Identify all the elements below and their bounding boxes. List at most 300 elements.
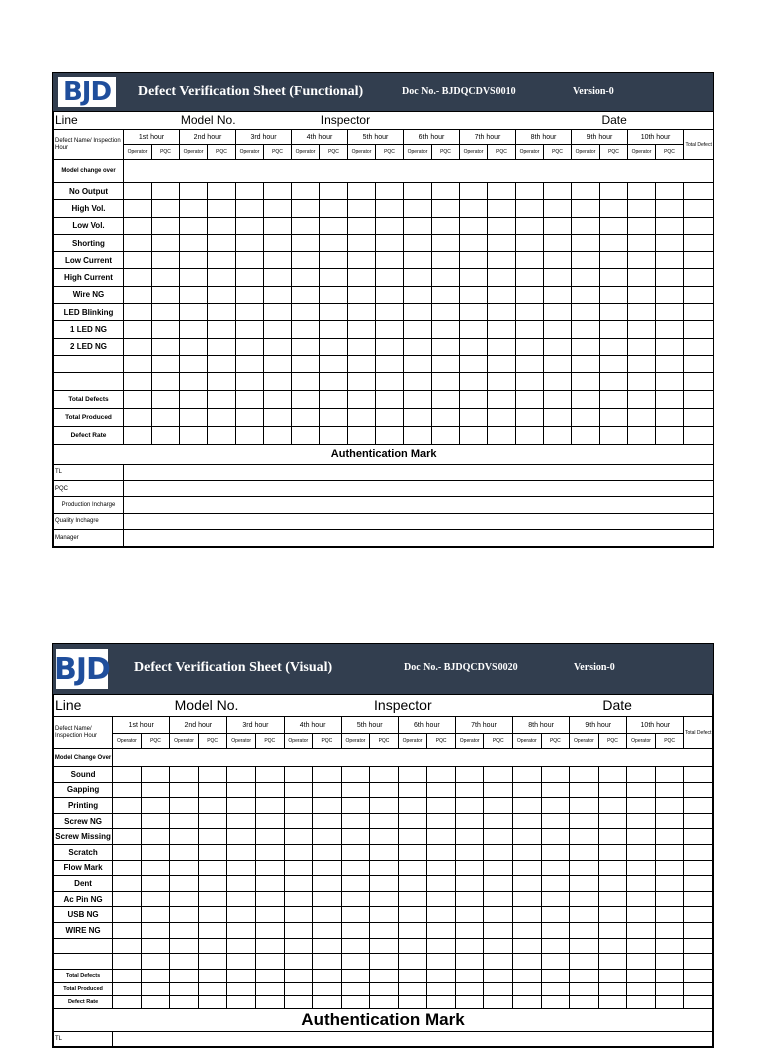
entry-cell[interactable]: [264, 321, 292, 338]
entry-cell[interactable]: [684, 217, 714, 234]
entry-cell[interactable]: [432, 304, 460, 321]
entry-cell[interactable]: [460, 373, 488, 390]
entry-cell[interactable]: [541, 891, 570, 907]
entry-cell[interactable]: [284, 782, 313, 798]
entry-cell[interactable]: [236, 338, 264, 355]
entry-cell[interactable]: [180, 408, 208, 426]
entry-cell[interactable]: [684, 982, 713, 995]
info-inspector[interactable]: Inspector: [374, 697, 432, 713]
entry-cell[interactable]: [170, 996, 199, 1009]
entry-cell[interactable]: [284, 876, 313, 892]
entry-cell[interactable]: [598, 829, 627, 845]
entry-cell[interactable]: [113, 767, 142, 783]
entry-cell[interactable]: [570, 782, 599, 798]
entry-cell[interactable]: [627, 891, 656, 907]
entry-cell[interactable]: [348, 355, 376, 372]
entry-cell[interactable]: [180, 321, 208, 338]
entry-cell[interactable]: [544, 321, 572, 338]
entry-cell[interactable]: [460, 304, 488, 321]
entry-cell[interactable]: [341, 876, 370, 892]
entry-cell[interactable]: [255, 798, 284, 814]
entry-cell[interactable]: [432, 408, 460, 426]
entry-cell[interactable]: [170, 767, 199, 783]
entry-cell[interactable]: [684, 922, 713, 938]
entry-cell[interactable]: [124, 390, 152, 408]
entry-cell[interactable]: [180, 234, 208, 251]
entry-cell[interactable]: [320, 252, 348, 269]
entry-cell[interactable]: [455, 860, 484, 876]
model-change-cell[interactable]: [113, 749, 713, 767]
entry-cell[interactable]: [208, 200, 236, 217]
info-date[interactable]: Date: [601, 113, 627, 127]
entry-cell[interactable]: [600, 234, 628, 251]
entry-cell[interactable]: [516, 355, 544, 372]
entry-cell[interactable]: [488, 304, 516, 321]
entry-cell[interactable]: [320, 217, 348, 234]
entry-cell[interactable]: [513, 891, 542, 907]
entry-cell[interactable]: [598, 813, 627, 829]
entry-cell[interactable]: [627, 938, 656, 954]
entry-cell[interactable]: [292, 390, 320, 408]
entry-cell[interactable]: [655, 922, 684, 938]
entry-cell[interactable]: [572, 338, 600, 355]
info-line[interactable]: Line: [55, 113, 78, 127]
entry-cell[interactable]: [227, 782, 256, 798]
entry-cell[interactable]: [292, 200, 320, 217]
entry-cell[interactable]: [208, 234, 236, 251]
entry-cell[interactable]: [152, 355, 180, 372]
entry-cell[interactable]: [236, 183, 264, 200]
entry-cell[interactable]: [427, 829, 456, 845]
entry-cell[interactable]: [341, 938, 370, 954]
entry-cell[interactable]: [684, 252, 714, 269]
entry-cell[interactable]: [627, 969, 656, 982]
entry-cell[interactable]: [313, 860, 342, 876]
entry-cell[interactable]: [684, 798, 713, 814]
entry-cell[interactable]: [208, 426, 236, 444]
entry-cell[interactable]: [684, 426, 714, 444]
entry-cell[interactable]: [398, 954, 427, 970]
entry-cell[interactable]: [398, 907, 427, 923]
entry-cell[interactable]: [656, 426, 684, 444]
entry-cell[interactable]: [398, 996, 427, 1009]
entry-cell[interactable]: [544, 426, 572, 444]
entry-cell[interactable]: [124, 408, 152, 426]
entry-cell[interactable]: [460, 252, 488, 269]
entry-cell[interactable]: [180, 390, 208, 408]
signature-cell[interactable]: [124, 497, 714, 513]
entry-cell[interactable]: [341, 813, 370, 829]
entry-cell[interactable]: [484, 782, 513, 798]
signature-cell[interactable]: [113, 1032, 713, 1047]
entry-cell[interactable]: [427, 798, 456, 814]
entry-cell[interactable]: [320, 355, 348, 372]
entry-cell[interactable]: [341, 829, 370, 845]
entry-cell[interactable]: [484, 860, 513, 876]
entry-cell[interactable]: [313, 798, 342, 814]
entry-cell[interactable]: [320, 321, 348, 338]
entry-cell[interactable]: [460, 355, 488, 372]
entry-cell[interactable]: [404, 304, 432, 321]
entry-cell[interactable]: [655, 954, 684, 970]
entry-cell[interactable]: [227, 907, 256, 923]
entry-cell[interactable]: [124, 355, 152, 372]
entry-cell[interactable]: [488, 338, 516, 355]
entry-cell[interactable]: [572, 252, 600, 269]
entry-cell[interactable]: [292, 373, 320, 390]
entry-cell[interactable]: [598, 982, 627, 995]
entry-cell[interactable]: [404, 234, 432, 251]
entry-cell[interactable]: [180, 286, 208, 303]
entry-cell[interactable]: [655, 782, 684, 798]
entry-cell[interactable]: [255, 844, 284, 860]
entry-cell[interactable]: [141, 782, 170, 798]
entry-cell[interactable]: [292, 321, 320, 338]
entry-cell[interactable]: [313, 876, 342, 892]
entry-cell[interactable]: [292, 217, 320, 234]
entry-cell[interactable]: [113, 813, 142, 829]
entry-cell[interactable]: [513, 954, 542, 970]
info-line[interactable]: Line: [55, 697, 82, 713]
entry-cell[interactable]: [544, 252, 572, 269]
entry-cell[interactable]: [113, 829, 142, 845]
entry-cell[interactable]: [198, 938, 227, 954]
entry-cell[interactable]: [684, 390, 714, 408]
entry-cell[interactable]: [236, 408, 264, 426]
entry-cell[interactable]: [404, 390, 432, 408]
entry-cell[interactable]: [170, 907, 199, 923]
entry-cell[interactable]: [398, 829, 427, 845]
entry-cell[interactable]: [455, 813, 484, 829]
entry-cell[interactable]: [513, 938, 542, 954]
entry-cell[interactable]: [544, 217, 572, 234]
info-date[interactable]: Date: [602, 697, 632, 713]
entry-cell[interactable]: [370, 782, 399, 798]
entry-cell[interactable]: [320, 408, 348, 426]
entry-cell[interactable]: [455, 782, 484, 798]
entry-cell[interactable]: [570, 891, 599, 907]
entry-cell[interactable]: [488, 200, 516, 217]
entry-cell[interactable]: [432, 426, 460, 444]
entry-cell[interactable]: [170, 938, 199, 954]
entry-cell[interactable]: [432, 338, 460, 355]
entry-cell[interactable]: [460, 183, 488, 200]
entry-cell[interactable]: [227, 938, 256, 954]
entry-cell[interactable]: [398, 767, 427, 783]
entry-cell[interactable]: [656, 408, 684, 426]
entry-cell[interactable]: [684, 891, 713, 907]
entry-cell[interactable]: [264, 408, 292, 426]
entry-cell[interactable]: [376, 321, 404, 338]
entry-cell[interactable]: [544, 338, 572, 355]
entry-cell[interactable]: [236, 286, 264, 303]
entry-cell[interactable]: [544, 408, 572, 426]
entry-cell[interactable]: [124, 286, 152, 303]
entry-cell[interactable]: [656, 183, 684, 200]
entry-cell[interactable]: [627, 860, 656, 876]
entry-cell[interactable]: [484, 798, 513, 814]
entry-cell[interactable]: [255, 969, 284, 982]
entry-cell[interactable]: [427, 767, 456, 783]
entry-cell[interactable]: [655, 876, 684, 892]
entry-cell[interactable]: [227, 969, 256, 982]
entry-cell[interactable]: [655, 969, 684, 982]
entry-cell[interactable]: [180, 183, 208, 200]
entry-cell[interactable]: [455, 891, 484, 907]
entry-cell[interactable]: [208, 217, 236, 234]
entry-cell[interactable]: [484, 954, 513, 970]
entry-cell[interactable]: [348, 269, 376, 286]
entry-cell[interactable]: [572, 183, 600, 200]
entry-cell[interactable]: [427, 876, 456, 892]
entry-cell[interactable]: [284, 922, 313, 938]
entry-cell[interactable]: [455, 829, 484, 845]
entry-cell[interactable]: [370, 938, 399, 954]
entry-cell[interactable]: [292, 183, 320, 200]
entry-cell[interactable]: [544, 304, 572, 321]
entry-cell[interactable]: [432, 355, 460, 372]
entry-cell[interactable]: [341, 982, 370, 995]
entry-cell[interactable]: [570, 798, 599, 814]
entry-cell[interactable]: [376, 426, 404, 444]
entry-cell[interactable]: [541, 876, 570, 892]
entry-cell[interactable]: [236, 234, 264, 251]
entry-cell[interactable]: [627, 954, 656, 970]
entry-cell[interactable]: [427, 922, 456, 938]
entry-cell[interactable]: [113, 954, 142, 970]
entry-cell[interactable]: [398, 860, 427, 876]
entry-cell[interactable]: [124, 234, 152, 251]
entry-cell[interactable]: [460, 408, 488, 426]
entry-cell[interactable]: [570, 829, 599, 845]
entry-cell[interactable]: [341, 969, 370, 982]
entry-cell[interactable]: [264, 269, 292, 286]
entry-cell[interactable]: [488, 183, 516, 200]
entry-cell[interactable]: [432, 390, 460, 408]
entry-cell[interactable]: [455, 996, 484, 1009]
entry-cell[interactable]: [370, 860, 399, 876]
entry-cell[interactable]: [208, 390, 236, 408]
entry-cell[interactable]: [656, 234, 684, 251]
entry-cell[interactable]: [208, 373, 236, 390]
entry-cell[interactable]: [600, 338, 628, 355]
entry-cell[interactable]: [572, 234, 600, 251]
entry-cell[interactable]: [264, 183, 292, 200]
entry-cell[interactable]: [484, 907, 513, 923]
entry-cell[interactable]: [264, 304, 292, 321]
entry-cell[interactable]: [284, 813, 313, 829]
entry-cell[interactable]: [284, 969, 313, 982]
entry-cell[interactable]: [455, 767, 484, 783]
entry-cell[interactable]: [684, 969, 713, 982]
entry-cell[interactable]: [513, 829, 542, 845]
entry-cell[interactable]: [684, 860, 713, 876]
entry-cell[interactable]: [541, 813, 570, 829]
entry-cell[interactable]: [570, 876, 599, 892]
entry-cell[interactable]: [255, 860, 284, 876]
entry-cell[interactable]: [627, 907, 656, 923]
entry-cell[interactable]: [488, 373, 516, 390]
entry-cell[interactable]: [628, 338, 656, 355]
entry-cell[interactable]: [284, 767, 313, 783]
entry-cell[interactable]: [376, 217, 404, 234]
entry-cell[interactable]: [572, 373, 600, 390]
entry-cell[interactable]: [198, 860, 227, 876]
entry-cell[interactable]: [684, 321, 714, 338]
entry-cell[interactable]: [341, 996, 370, 1009]
entry-cell[interactable]: [113, 982, 142, 995]
entry-cell[interactable]: [628, 426, 656, 444]
entry-cell[interactable]: [544, 269, 572, 286]
entry-cell[interactable]: [376, 234, 404, 251]
entry-cell[interactable]: [460, 269, 488, 286]
entry-cell[interactable]: [656, 373, 684, 390]
entry-cell[interactable]: [684, 373, 714, 390]
entry-cell[interactable]: [432, 234, 460, 251]
entry-cell[interactable]: [313, 982, 342, 995]
entry-cell[interactable]: [141, 876, 170, 892]
entry-cell[interactable]: [208, 269, 236, 286]
entry-cell[interactable]: [141, 767, 170, 783]
entry-cell[interactable]: [404, 426, 432, 444]
entry-cell[interactable]: [684, 304, 714, 321]
entry-cell[interactable]: [684, 355, 714, 372]
entry-cell[interactable]: [656, 304, 684, 321]
entry-cell[interactable]: [628, 183, 656, 200]
entry-cell[interactable]: [516, 321, 544, 338]
entry-cell[interactable]: [427, 969, 456, 982]
entry-cell[interactable]: [544, 200, 572, 217]
entry-cell[interactable]: [398, 813, 427, 829]
entry-cell[interactable]: [284, 798, 313, 814]
entry-cell[interactable]: [398, 798, 427, 814]
entry-cell[interactable]: [598, 954, 627, 970]
entry-cell[interactable]: [488, 286, 516, 303]
entry-cell[interactable]: [656, 286, 684, 303]
entry-cell[interactable]: [236, 252, 264, 269]
entry-cell[interactable]: [516, 426, 544, 444]
entry-cell[interactable]: [572, 426, 600, 444]
entry-cell[interactable]: [404, 338, 432, 355]
entry-cell[interactable]: [255, 767, 284, 783]
entry-cell[interactable]: [600, 286, 628, 303]
entry-cell[interactable]: [348, 426, 376, 444]
entry-cell[interactable]: [488, 390, 516, 408]
entry-cell[interactable]: [628, 286, 656, 303]
entry-cell[interactable]: [255, 829, 284, 845]
entry-cell[interactable]: [227, 996, 256, 1009]
entry-cell[interactable]: [341, 954, 370, 970]
entry-cell[interactable]: [152, 217, 180, 234]
entry-cell[interactable]: [684, 767, 713, 783]
entry-cell[interactable]: [656, 269, 684, 286]
entry-cell[interactable]: [152, 321, 180, 338]
entry-cell[interactable]: [484, 813, 513, 829]
entry-cell[interactable]: [141, 996, 170, 1009]
entry-cell[interactable]: [313, 996, 342, 1009]
entry-cell[interactable]: [170, 782, 199, 798]
entry-cell[interactable]: [455, 907, 484, 923]
entry-cell[interactable]: [598, 969, 627, 982]
entry-cell[interactable]: [320, 269, 348, 286]
entry-cell[interactable]: [628, 269, 656, 286]
entry-cell[interactable]: [370, 876, 399, 892]
entry-cell[interactable]: [348, 338, 376, 355]
entry-cell[interactable]: [348, 217, 376, 234]
entry-cell[interactable]: [170, 891, 199, 907]
entry-cell[interactable]: [600, 252, 628, 269]
entry-cell[interactable]: [516, 269, 544, 286]
entry-cell[interactable]: [255, 907, 284, 923]
entry-cell[interactable]: [455, 922, 484, 938]
entry-cell[interactable]: [455, 844, 484, 860]
entry-cell[interactable]: [292, 304, 320, 321]
entry-cell[interactable]: [152, 373, 180, 390]
entry-cell[interactable]: [655, 813, 684, 829]
entry-cell[interactable]: [600, 373, 628, 390]
entry-cell[interactable]: [198, 907, 227, 923]
entry-cell[interactable]: [432, 183, 460, 200]
entry-cell[interactable]: [627, 844, 656, 860]
entry-cell[interactable]: [484, 876, 513, 892]
entry-cell[interactable]: [320, 390, 348, 408]
entry-cell[interactable]: [684, 813, 713, 829]
entry-cell[interactable]: [598, 922, 627, 938]
entry-cell[interactable]: [627, 996, 656, 1009]
entry-cell[interactable]: [656, 252, 684, 269]
entry-cell[interactable]: [141, 938, 170, 954]
entry-cell[interactable]: [124, 373, 152, 390]
entry-cell[interactable]: [124, 183, 152, 200]
entry-cell[interactable]: [572, 200, 600, 217]
entry-cell[interactable]: [516, 200, 544, 217]
entry-cell[interactable]: [404, 200, 432, 217]
entry-cell[interactable]: [427, 996, 456, 1009]
entry-cell[interactable]: [141, 954, 170, 970]
entry-cell[interactable]: [124, 217, 152, 234]
entry-cell[interactable]: [455, 969, 484, 982]
entry-cell[interactable]: [170, 813, 199, 829]
entry-cell[interactable]: [541, 907, 570, 923]
entry-cell[interactable]: [170, 798, 199, 814]
entry-cell[interactable]: [541, 860, 570, 876]
entry-cell[interactable]: [284, 938, 313, 954]
entry-cell[interactable]: [513, 860, 542, 876]
entry-cell[interactable]: [313, 829, 342, 845]
entry-cell[interactable]: [198, 891, 227, 907]
entry-cell[interactable]: [544, 183, 572, 200]
entry-cell[interactable]: [152, 234, 180, 251]
entry-cell[interactable]: [516, 338, 544, 355]
entry-cell[interactable]: [455, 954, 484, 970]
entry-cell[interactable]: [684, 234, 714, 251]
entry-cell[interactable]: [264, 286, 292, 303]
entry-cell[interactable]: [516, 390, 544, 408]
entry-cell[interactable]: [376, 252, 404, 269]
entry-cell[interactable]: [404, 269, 432, 286]
entry-cell[interactable]: [655, 844, 684, 860]
entry-cell[interactable]: [198, 922, 227, 938]
entry-cell[interactable]: [655, 829, 684, 845]
entry-cell[interactable]: [284, 907, 313, 923]
entry-cell[interactable]: [141, 844, 170, 860]
entry-cell[interactable]: [236, 200, 264, 217]
entry-cell[interactable]: [313, 907, 342, 923]
entry-cell[interactable]: [113, 798, 142, 814]
entry-cell[interactable]: [655, 907, 684, 923]
entry-cell[interactable]: [370, 891, 399, 907]
entry-cell[interactable]: [513, 969, 542, 982]
